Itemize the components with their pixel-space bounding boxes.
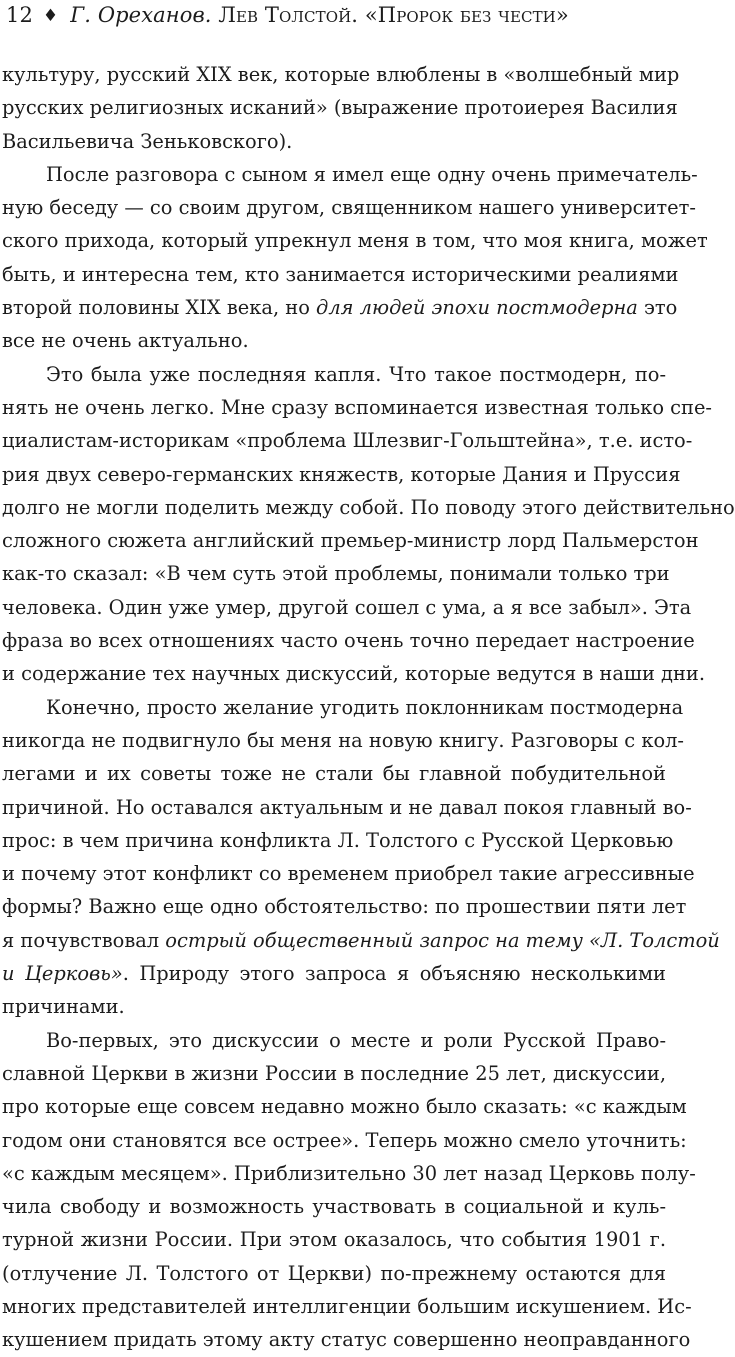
italic-text: для людей эпохи постмодерна xyxy=(316,296,638,320)
text-line xyxy=(2,1157,696,1190)
text-segment: культуру, русский XIX век, которые влюблены в «волшебный мир xyxy=(2,63,680,86)
text-line xyxy=(2,824,674,857)
text-line xyxy=(2,1090,687,1123)
text-segment: про которые еще совсем недавно можно было сказать: «с каждым xyxy=(2,1095,687,1119)
text-line xyxy=(2,524,699,557)
text-line xyxy=(2,724,684,757)
text-segment: Конечно, просто желание угодить поклонникам постмодерна xyxy=(46,695,684,719)
text-segment: все не очень актуально. xyxy=(2,329,249,353)
text-line xyxy=(2,957,666,990)
text-segment: второй половины XIX века, но xyxy=(2,296,317,320)
running-head-title: Лев Толстой. «Пророк без чести» xyxy=(218,3,569,27)
text-line xyxy=(2,757,666,790)
text-line xyxy=(2,1323,691,1356)
text-line xyxy=(2,424,693,457)
text-segment: Васильевича Зеньковского). xyxy=(2,129,293,153)
text-line xyxy=(2,1257,666,1290)
text-line xyxy=(2,458,681,491)
text-segment: человека. Один уже умер, другой сошел с ума, а я все забыл». Эта xyxy=(2,595,692,619)
text-segment: нять не очень легко. Мне сразу вспоминается известная только спе- xyxy=(2,395,712,419)
text-segment: циалистам-историкам «проблема Шлезвиг-Гольштейна», т.е. исто- xyxy=(2,429,693,453)
text-segment: кушением придать этому акту статус совершенно неоправданного xyxy=(2,1328,691,1352)
text-line xyxy=(2,224,708,257)
text-segment: легами и их советы тоже не стали бы главной побудительной xyxy=(2,762,666,786)
text-segment: причинами. xyxy=(2,995,125,1019)
text-line xyxy=(2,857,695,890)
text-segment: прос: в чем причина конфликта Л. Толстого с Русской Церковью xyxy=(2,828,674,852)
text-segment: я почувствовал xyxy=(2,928,166,952)
text-line xyxy=(2,890,687,923)
running-head-author: Г. Ореханов. xyxy=(70,3,212,27)
text-line xyxy=(2,624,695,657)
text-line xyxy=(2,1024,666,1057)
text-line xyxy=(2,1290,692,1323)
diamond-separator-icon: ♦ xyxy=(42,6,59,26)
text-line xyxy=(2,990,666,1023)
text-segment: ную беседу — со своим другом, священником нашего университет- xyxy=(2,196,696,220)
text-line xyxy=(2,391,712,424)
text-segment: Это была уже последняя капля. Что такое постмодерн, по- xyxy=(46,362,666,386)
text-segment: причиной. Но оставался актуальным и не давал покоя главный во- xyxy=(2,795,692,819)
text-segment: Во-первых, это дискуссии о месте и роли Русской Право- xyxy=(46,1028,666,1052)
text-line xyxy=(2,557,670,590)
text-segment: долго не могли поделить между собой. По поводу этого действительно xyxy=(2,495,735,519)
text-segment: «с каждым месяцем». Приблизительно 30 лет назад Церковь полу- xyxy=(2,1161,696,1185)
text-line xyxy=(2,191,696,224)
text-line xyxy=(2,91,678,124)
text-segment: турной жизни России. При этом оказалось, что события 1901 г. xyxy=(2,1228,666,1252)
text-segment: быть, и интересна тем, кто занимается историческими реалиями xyxy=(2,262,679,286)
text-line xyxy=(2,1190,666,1223)
text-segment: как-то сказал: «В чем суть этой проблемы, понимали только три xyxy=(2,562,670,586)
text-line xyxy=(2,58,680,91)
body-text xyxy=(2,58,735,1357)
text-line xyxy=(2,125,666,158)
text-line xyxy=(2,291,678,324)
text-segment: После разговора с сыном я имел еще одну очень примечатель- xyxy=(46,162,698,186)
italic-text: и Церковь» xyxy=(2,962,123,986)
page-number: 12 xyxy=(6,3,33,27)
text-segment: это xyxy=(637,296,678,320)
text-line xyxy=(2,1057,666,1090)
text-line xyxy=(2,1223,666,1256)
text-line xyxy=(2,691,684,724)
text-segment: (отлучение Л. Толстого от Церкви) по-прежнему остаются для xyxy=(2,1261,666,1285)
text-segment: годом они становятся все острее». Теперь можно смело уточнить: xyxy=(2,1128,687,1152)
text-line xyxy=(2,924,720,957)
running-head xyxy=(6,0,662,34)
text-line xyxy=(2,158,698,191)
text-segment: фраза во всех отношениях часто очень точно передает настроение xyxy=(2,629,695,653)
text-line xyxy=(2,491,735,524)
text-segment: сложного сюжета английский премьер-министр лорд Пальмерстон xyxy=(2,529,699,553)
text-segment: . Природу этого запроса я объясняю несколькими xyxy=(122,962,666,986)
text-line xyxy=(2,258,679,291)
text-line xyxy=(2,1124,687,1157)
italic-text: острый общественный запрос на тему «Л. Толстой xyxy=(165,928,720,952)
text-line xyxy=(2,791,692,824)
text-segment: русских религиозных исканий» (выражение протоиерея Василия xyxy=(2,96,678,120)
text-segment: и почему этот конфликт со временем приобрел такие агрессивные xyxy=(2,862,695,886)
text-line xyxy=(2,358,666,391)
text-segment: и содержание тех научных дискуссий, которые ведутся в наши дни. xyxy=(2,662,705,686)
text-line xyxy=(2,657,705,690)
text-segment: ского прихода, который упрекнул меня в том, что моя книга, может xyxy=(2,229,708,253)
text-segment: славной Церкви в жизни России в последние 25 лет, дискуссии, xyxy=(2,1061,666,1085)
text-line xyxy=(2,324,666,357)
text-segment: формы? Важно еще одно обстоятельство: по прошествии пяти лет xyxy=(2,895,687,919)
text-segment: никогда не подвигнуло бы меня на новую книгу. Разговоры с кол- xyxy=(2,728,684,752)
text-segment: рия двух северо-германских княжеств, которые Дания и Пруссия xyxy=(2,462,681,486)
text-segment: чила свободу и возможность участвовать в социальной и куль- xyxy=(2,1195,666,1219)
text-segment: многих представителей интеллигенции большим искушением. Ис- xyxy=(2,1294,692,1318)
text-line xyxy=(2,591,692,624)
